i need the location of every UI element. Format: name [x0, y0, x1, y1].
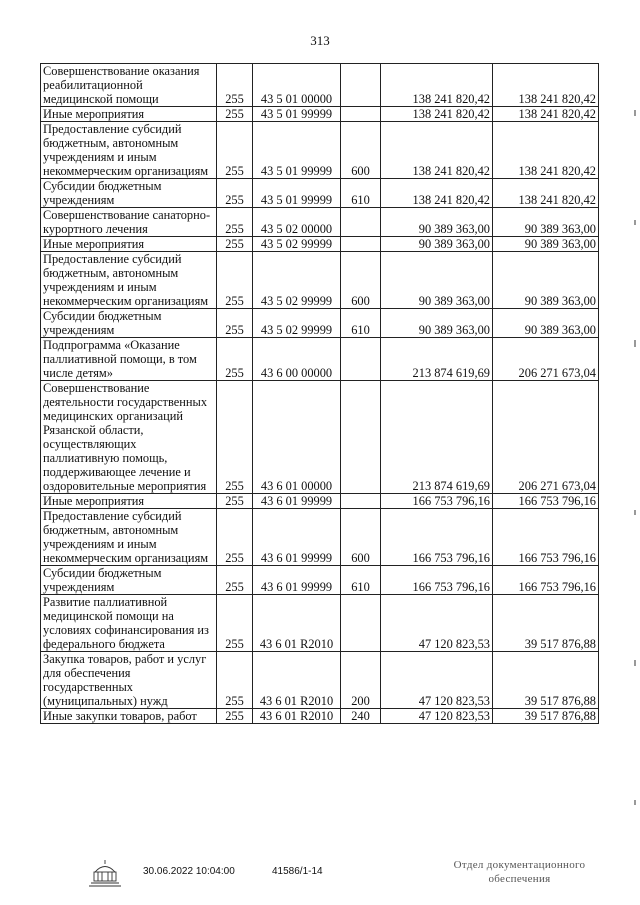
row-csr-cell: 43 6 01 R2010 [253, 652, 341, 709]
footer-doc-number: 41586/1-14 [272, 866, 323, 877]
row-vr-cell [341, 208, 381, 237]
row-code-cell: 255 [217, 309, 253, 338]
row-name-cell: Субсидии бюджетным учреждениям [41, 309, 217, 338]
row-name-cell: Субсидии бюджетным учреждениям [41, 566, 217, 595]
table-row [41, 566, 599, 595]
stamp-line-1: Отдел документационного [453, 859, 586, 871]
row-sum-2022-cell: 90 389 363,00 [381, 208, 493, 237]
row-sum-2023-cell: 138 241 820,42 [493, 179, 599, 208]
row-sum-2022-cell: 138 241 820,42 [381, 122, 493, 179]
row-csr-cell: 43 6 01 00000 [253, 381, 341, 494]
row-name-cell: Совершенствование оказания реабилитационной медицинской помощи [41, 64, 217, 107]
row-sum-2023-cell: 39 517 876,88 [493, 709, 599, 724]
row-name-cell: Подпрограмма «Оказание паллиативной помощи, в том числе детям» [41, 338, 217, 381]
row-sum-2023-cell: 90 389 363,00 [493, 237, 599, 252]
table-row [41, 122, 599, 179]
table-row [41, 709, 599, 724]
table-row [41, 595, 599, 652]
department-stamp [432, 858, 607, 886]
budget-table [40, 63, 599, 724]
row-name-cell: Закупка товаров, работ и услуг для обеспечения государственных (муниципальных) нужд [41, 652, 217, 709]
row-csr-cell: 43 6 00 00000 [253, 338, 341, 381]
row-code-cell: 255 [217, 179, 253, 208]
row-sum-2022-cell: 166 753 796,16 [381, 494, 493, 509]
row-sum-2023-cell: 90 389 363,00 [493, 252, 599, 309]
duma-logo-icon [88, 858, 122, 890]
row-csr-cell: 43 5 01 99999 [253, 107, 341, 122]
row-code-cell: 255 [217, 122, 253, 179]
row-sum-2022-cell: 90 389 363,00 [381, 237, 493, 252]
table-row [41, 107, 599, 122]
table-row [41, 208, 599, 237]
scan-edge-marks [632, 100, 638, 820]
row-code-cell: 255 [217, 652, 253, 709]
row-sum-2022-cell: 166 753 796,16 [381, 509, 493, 566]
row-sum-2022-cell: 213 874 619,69 [381, 338, 493, 381]
table-row [41, 237, 599, 252]
page-number: 313 [310, 33, 330, 48]
row-code-cell: 255 [217, 338, 253, 381]
table-row [41, 179, 599, 208]
row-vr-cell: 600 [341, 122, 381, 179]
row-sum-2022-cell: 138 241 820,42 [381, 107, 493, 122]
row-vr-cell [341, 107, 381, 122]
row-vr-cell [341, 64, 381, 107]
row-code-cell: 255 [217, 107, 253, 122]
row-code-cell: 255 [217, 566, 253, 595]
row-code-cell: 255 [217, 494, 253, 509]
row-code-cell: 255 [217, 509, 253, 566]
row-csr-cell: 43 5 02 99999 [253, 309, 341, 338]
row-sum-2022-cell: 90 389 363,00 [381, 309, 493, 338]
row-vr-cell: 610 [341, 309, 381, 338]
row-name-cell: Иные мероприятия [41, 494, 217, 509]
row-sum-2023-cell: 166 753 796,16 [493, 494, 599, 509]
row-csr-cell: 43 6 01 99999 [253, 494, 341, 509]
row-name-cell: Совершенствование санаторно-курортного лечения [41, 208, 217, 237]
row-csr-cell: 43 5 02 00000 [253, 208, 341, 237]
row-code-cell: 255 [217, 595, 253, 652]
row-sum-2023-cell: 90 389 363,00 [493, 309, 599, 338]
row-sum-2022-cell: 138 241 820,42 [381, 64, 493, 107]
row-sum-2023-cell: 166 753 796,16 [493, 509, 599, 566]
table-row [41, 64, 599, 107]
row-vr-cell [341, 338, 381, 381]
row-csr-cell: 43 6 01 R2010 [253, 595, 341, 652]
row-name-cell: Предоставление субсидий бюджетным, автономным учреждениям и иным некоммерческим организациям [41, 509, 217, 566]
row-name-cell: Иные мероприятия [41, 237, 217, 252]
row-code-cell: 255 [217, 709, 253, 724]
row-code-cell: 255 [217, 64, 253, 107]
table-row [41, 509, 599, 566]
row-sum-2023-cell: 39 517 876,88 [493, 595, 599, 652]
row-name-cell: Иные закупки товаров, работ [41, 709, 217, 724]
row-csr-cell: 43 6 01 99999 [253, 509, 341, 566]
row-name-cell: Предоставление субсидий бюджетным, автономным учреждениям и иным некоммерческим организациям [41, 252, 217, 309]
budget-table-body [41, 64, 599, 724]
row-sum-2023-cell: 138 241 820,42 [493, 122, 599, 179]
row-csr-cell: 43 5 01 00000 [253, 64, 341, 107]
row-csr-cell: 43 6 01 99999 [253, 566, 341, 595]
row-name-cell: Совершенствование деятельности государственных медицинских организаций Рязанской области, осуществляющих паллиативную помощь, поддерживающее лечение и оздоровительные мероприятия [41, 381, 217, 494]
row-sum-2022-cell: 166 753 796,16 [381, 566, 493, 595]
row-name-cell: Субсидии бюджетным учреждениям [41, 179, 217, 208]
table-row [41, 309, 599, 338]
row-code-cell: 255 [217, 237, 253, 252]
table-row [41, 381, 599, 494]
row-vr-cell [341, 595, 381, 652]
table-row [41, 494, 599, 509]
row-name-cell: Развитие паллиативной медицинской помощи на условиях софинансирования из федерального бюджета [41, 595, 217, 652]
row-vr-cell: 200 [341, 652, 381, 709]
table-row [41, 652, 599, 709]
row-name-cell: Иные мероприятия [41, 107, 217, 122]
row-sum-2023-cell: 206 271 673,04 [493, 381, 599, 494]
row-sum-2022-cell: 47 120 823,53 [381, 595, 493, 652]
table-row [41, 252, 599, 309]
row-code-cell: 255 [217, 252, 253, 309]
row-csr-cell: 43 5 01 99999 [253, 179, 341, 208]
row-csr-cell: 43 6 01 R2010 [253, 709, 341, 724]
row-csr-cell: 43 5 02 99999 [253, 252, 341, 309]
row-vr-cell: 600 [341, 252, 381, 309]
row-sum-2023-cell: 138 241 820,42 [493, 64, 599, 107]
row-sum-2022-cell: 47 120 823,53 [381, 709, 493, 724]
row-vr-cell [341, 494, 381, 509]
row-code-cell: 255 [217, 381, 253, 494]
row-sum-2022-cell: 213 874 619,69 [381, 381, 493, 494]
row-sum-2023-cell: 39 517 876,88 [493, 652, 599, 709]
row-sum-2023-cell: 166 753 796,16 [493, 566, 599, 595]
row-sum-2022-cell: 138 241 820,42 [381, 179, 493, 208]
row-sum-2022-cell: 90 389 363,00 [381, 252, 493, 309]
row-vr-cell: 240 [341, 709, 381, 724]
footer-datetime: 30.06.2022 10:04:00 [143, 866, 235, 877]
row-code-cell: 255 [217, 208, 253, 237]
row-sum-2022-cell: 47 120 823,53 [381, 652, 493, 709]
row-vr-cell: 600 [341, 509, 381, 566]
row-csr-cell: 43 5 02 99999 [253, 237, 341, 252]
row-vr-cell [341, 381, 381, 494]
stamp-line-2: обеспечения [488, 873, 551, 885]
row-sum-2023-cell: 206 271 673,04 [493, 338, 599, 381]
row-sum-2023-cell: 90 389 363,00 [493, 208, 599, 237]
table-row [41, 338, 599, 381]
row-sum-2023-cell: 138 241 820,42 [493, 107, 599, 122]
row-vr-cell: 610 [341, 179, 381, 208]
row-name-cell: Предоставление субсидий бюджетным, автономным учреждениям и иным некоммерческим организациям [41, 122, 217, 179]
row-csr-cell: 43 5 01 99999 [253, 122, 341, 179]
row-vr-cell: 610 [341, 566, 381, 595]
row-vr-cell [341, 237, 381, 252]
